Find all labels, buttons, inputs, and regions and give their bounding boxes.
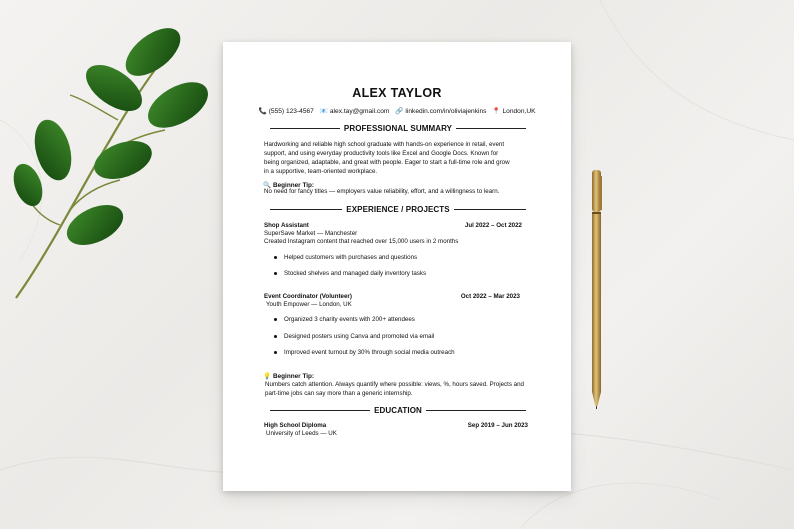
summary-heading: PROFESSIONAL SUMMARY: [343, 123, 453, 133]
contact-linkedin: linkedin.com/in/oliviajenkins: [405, 108, 487, 115]
job-title: Shop Assistant: [264, 222, 309, 229]
leaf-branch-decoration: [0, 0, 230, 310]
experience-heading: EXPERIENCE / PROJECTS: [346, 204, 450, 214]
summary-tip-label: 🔍 Beginner Tip:: [263, 182, 315, 189]
experience-tip-label: 💡 Beginner Tip:: [263, 373, 315, 380]
link-icon: 🔗: [395, 108, 404, 115]
job-bullet: Improved event turnout by 30% through social media outreach: [284, 349, 455, 356]
contact-location: London,UK: [502, 108, 536, 115]
contact-line: [223, 107, 571, 115]
contact-phone: (555) 123-4567: [268, 108, 314, 115]
education-heading: EDUCATION: [374, 405, 422, 415]
summary-section-heading: [270, 123, 526, 133]
gold-pen-decoration: [587, 168, 609, 410]
education-dates: Sep 2019 – Jun 2023: [467, 422, 528, 429]
experience-tip-text: Numbers catch attention. Always quantify where possible: views, %, hours saved. Projects and part-time jobs can say more than a generic internship.: [265, 381, 524, 397]
divider: [270, 128, 340, 129]
job-organization: SuperSave Market — Manchester: [264, 230, 358, 237]
divider: [456, 128, 526, 129]
education-school: University of Leeds — UK: [266, 430, 337, 437]
education-section-heading: [270, 405, 526, 415]
divider: [270, 410, 370, 411]
divider: [426, 410, 526, 411]
experience-section-heading: [270, 204, 526, 214]
job-bullet: Designed posters using Canva and promoted via email: [284, 333, 435, 340]
job-dates: Jul 2022 – Oct 2022: [464, 222, 522, 229]
education-degree: High School Diploma: [264, 422, 327, 429]
job-dates: Oct 2022 – Mar 2023: [460, 293, 520, 300]
job-summary: Created Instagram content that reached over 15,000 users in 2 months: [264, 238, 459, 245]
job-organization: Youth Empower — London, UK: [266, 301, 352, 308]
summary-tip-text: No need for fancy titles — employers value reliability, effort, and a willingness to learn.: [264, 188, 500, 195]
job-bullet: Helped customers with purchases and questions: [284, 254, 418, 261]
job-title: Event Coordinator (Volunteer): [264, 293, 352, 300]
email-icon: 📧: [319, 108, 328, 115]
divider: [454, 209, 526, 210]
phone-icon: 📞: [258, 108, 267, 115]
resume-page: [223, 42, 571, 491]
contact-email: alex.tay@gmail.com: [329, 108, 390, 115]
divider: [270, 209, 342, 210]
summary-text: Hardworking and reliable high school graduate with hands-on experience in retail, event support, and using everyday productivity tools like Excel and Google Docs. Known for being organized, adaptable, and great with people. Eager to start a full-time role and grow in a supportive, team-oriented workplace.: [264, 141, 510, 175]
magnifier-icon: 🔍: [263, 182, 271, 189]
location-pin-icon: 📍: [492, 108, 501, 115]
job-bullet: Stocked shelves and managed daily inventory tasks: [284, 270, 427, 277]
lightbulb-icon: 💡: [263, 373, 271, 380]
resume-name: ALEX TAYLOR: [352, 86, 442, 100]
job-bullet: Organized 3 charity events with 200+ attendees: [284, 316, 415, 323]
